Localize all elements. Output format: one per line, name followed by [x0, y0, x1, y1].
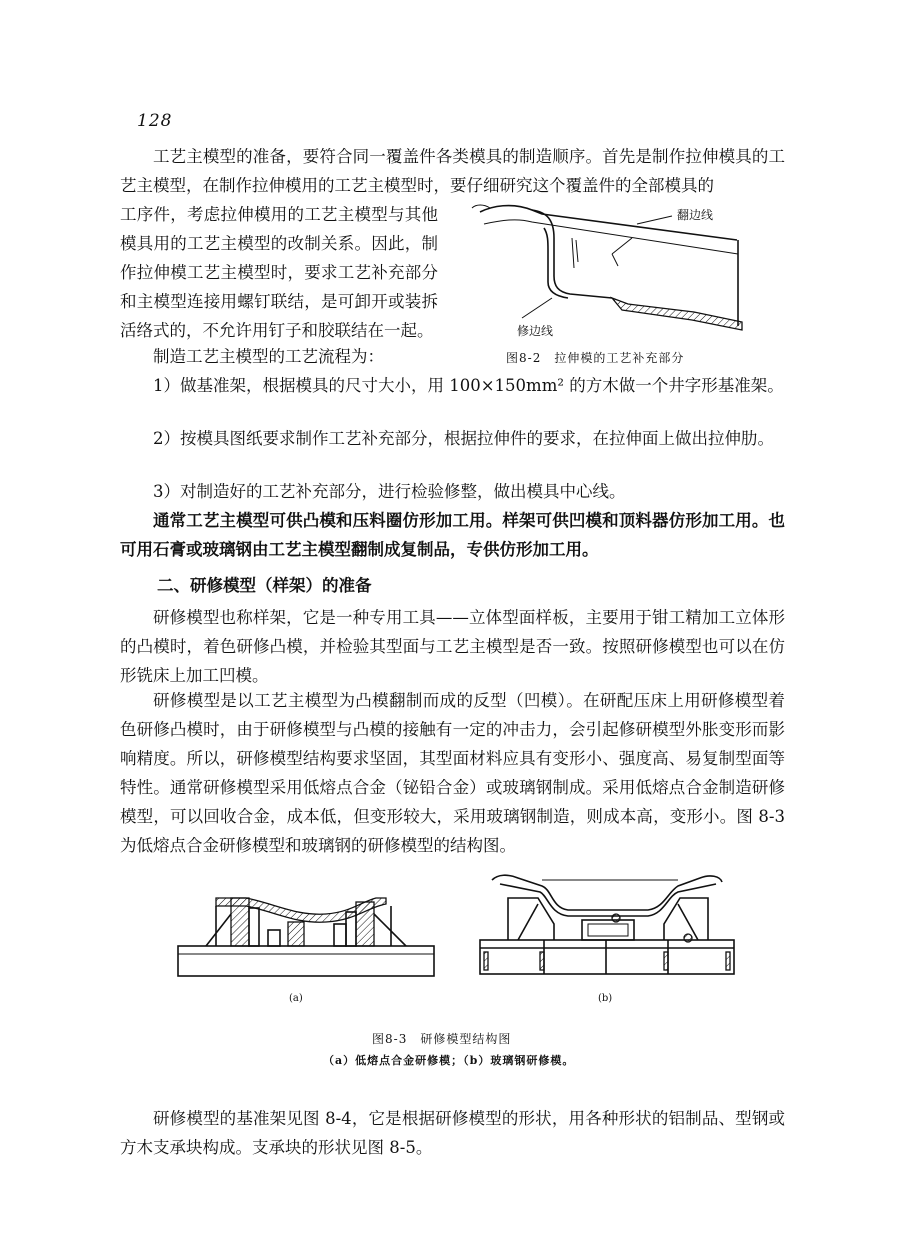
figure-8-3b-drawing	[478, 868, 740, 978]
flange-line-label: 翻边线	[677, 208, 714, 222]
page-number: 128	[137, 111, 173, 131]
figure-8-3-caption: 图8-3 研修模型结构图	[372, 1032, 512, 1046]
paragraph-4: 研修模型也称样架，它是一种专用工具——立体型面样板，主要用于钳工精加工立体形的凸模时，着色研修凸模，并检验其型面与工艺主模型是否一致。按照研修模型也可以在仿形铣床上加工凹模。	[120, 608, 785, 685]
step-3: 3）对制造好的工艺补充部分，进行检验修整，做出模具中心线。	[153, 482, 626, 501]
step-1: 1）做基准架，根据模具的尺寸大小，用 100×150mm² 的方木做一个井字形基准架。	[153, 376, 784, 395]
figure-8-3-subcaption: （a）低熔点合金研修模；（b）玻璃钢研修模。	[323, 1054, 575, 1067]
step-2: 2）按模具图纸要求制作工艺补充部分，根据拉伸件的要求，在拉伸面上做出拉伸肋。	[153, 429, 774, 448]
paragraph-6: 研修模型的基准架见图 8-4，它是根据研修模型的形状，用各种形状的铝制品、型钢或方木支承块构成。支承块的形状见图 8-5。	[120, 1109, 785, 1157]
paragraph-1-wrap: 工序件，考虑拉伸模用的工艺主模型与其他模具用的工艺主模型的改制关系。因此，制作拉伸模工艺主模型时，要求工艺补充部分和主模型连接用螺钉联结，是可卸开或装拆活络式的，不允许用钉子和胶联结在一起。	[120, 205, 438, 340]
figure-8-3b-label: (b)	[598, 993, 613, 1004]
paragraph-3: 通常工艺主模型可供凸模和压料圈仿形加工用。样架可供凹模和顶料器仿形加工用。也可用石膏或玻璃钢由工艺主模型翻制成复制品，专供仿形加工用。	[120, 511, 785, 559]
paragraph-2: 制造工艺主模型的工艺流程为：	[153, 347, 384, 366]
figure-8-3a-label: (a)	[289, 993, 303, 1004]
figure-8-2-caption: 图8-2 拉伸模的工艺补充部分	[506, 351, 685, 365]
figure-8-3a-drawing	[176, 884, 438, 980]
section-heading: 二、研修模型（样架）的准备	[157, 576, 372, 595]
paragraph-5: 研修模型是以工艺主模型为凸模翻制而成的反型（凹模）。在研配压床上用研修模型着色研修凸模时，由于研修模型与凸模的接触有一定的冲击力，会引起修研模型外胀变形而影响精度。所以，研修模型结构要求坚固，其型面材料应具有变形小、强度高、易复制型面等特性。通常研修模型采用低熔点合金（铋铅合金）或玻璃钢制成。采用低熔点合金制造研修模型，可以回收合金，成本低，但变形较大，采用玻璃钢制造，则成本高，变形小。图 8-3 为低熔点合金研修模型和玻璃钢的研修模型的结构图。	[120, 691, 785, 855]
paragraph-1: 工艺主模型的准备，要符合同一覆盖件各类模具的制造顺序。首先是制作拉伸模具的工艺主模型，在制作拉伸模用的工艺主模型时，要仔细研究这个覆盖件的全部模具的	[120, 147, 785, 195]
trim-line-label: 修边线	[517, 324, 554, 338]
